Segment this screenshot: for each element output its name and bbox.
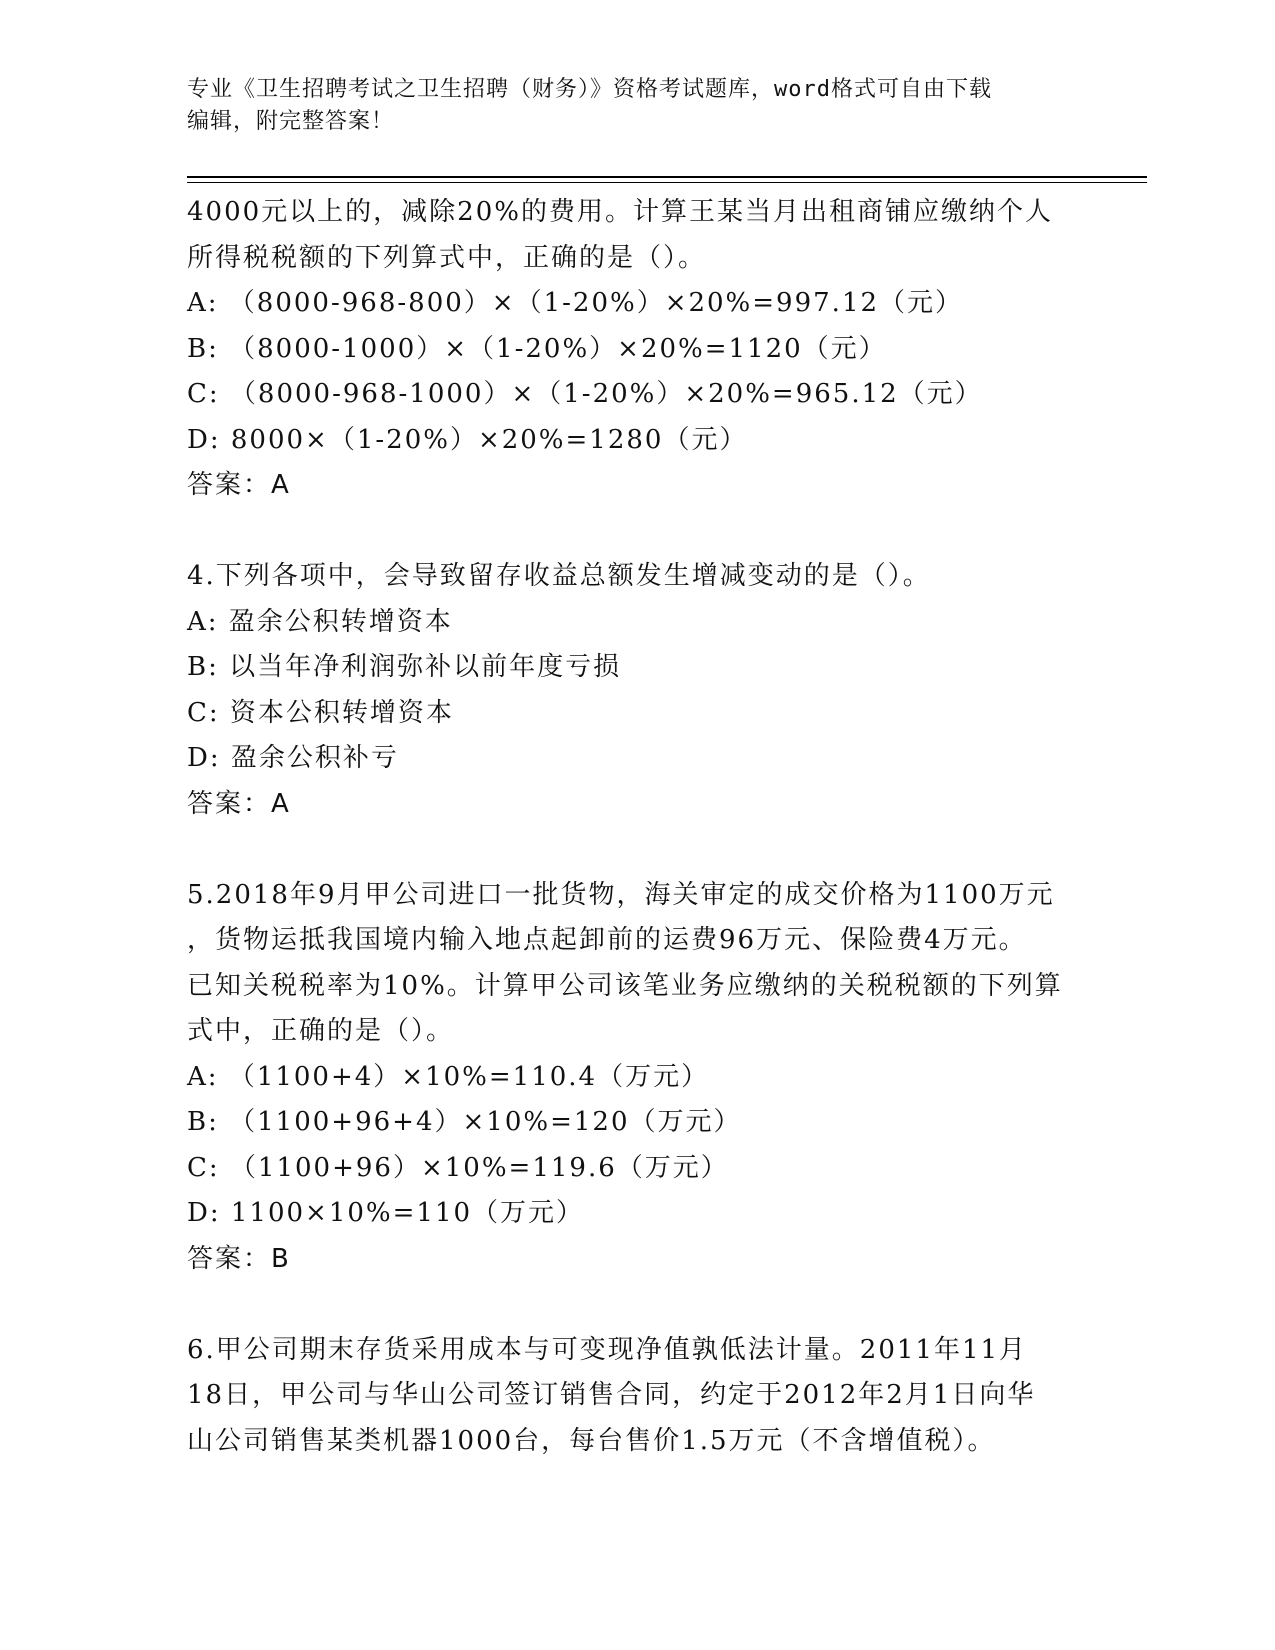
header-rule-thick [187, 176, 1147, 178]
option-a: A: 盈余公积转增资本 [187, 606, 453, 637]
question-3 [187, 190, 1087, 509]
question-6 [187, 1328, 1087, 1465]
question-stem: 所得税税额的下列算式中，正确的是（）。 [187, 242, 707, 273]
answer: 答案：A [187, 470, 291, 500]
header-rule-thin [187, 182, 1147, 183]
option-d: D: 1100×10%=110（万元） [187, 1198, 585, 1228]
option-b: B: （1100+96+4）×10%=120（万元） [187, 1107, 742, 1137]
document-header [187, 74, 1107, 138]
spacer [187, 509, 1087, 555]
option-b: B: 以当年净利润弥补以前年度亏损 [187, 652, 622, 682]
answer: 答案：A [187, 788, 291, 819]
option-b: B: （8000-1000）×（1-20%）×20%=1120（元） [187, 333, 887, 364]
option-d: D: 盈余公积补亏 [187, 743, 399, 773]
question-stem: 4.下列各项中，会导致留存收益总额发生增减变动的是（）。 [187, 561, 931, 591]
option-c: C: （8000-968-1000）×（1-20%）×20%=965.12（元） [187, 379, 983, 409]
question-stem: 已知关税税率为10%。计算甲公司该笔业务应缴纳的关税税额的下列算 [187, 970, 1063, 1001]
option-a: A: （8000-968-800）×（1-20%）×20%=997.12（元） [187, 288, 964, 318]
question-stem: 4000元以上的，减除20%的费用。计算王某当月出租商铺应缴纳个人 [187, 197, 1053, 227]
question-stem: 6.甲公司期末存货采用成本与可变现净值孰低法计量。2011年11月 [187, 1334, 1028, 1365]
question-stem: 5.2018年9月甲公司进口一批货物，海关审定的成交价格为1100万元 [187, 879, 1055, 910]
option-a: A: （1100+4）×10%=110.4（万元） [187, 1061, 710, 1092]
header-line-2: 编辑，附完整答案！ [187, 109, 395, 134]
spacer [187, 827, 1087, 873]
header-line-1: 专业《卫生招聘考试之卫生招聘（财务）》资格考试题库，word格式可自由下载 [187, 77, 992, 102]
question-stem: 式中，正确的是（）。 [187, 1016, 455, 1046]
option-c: C: 资本公积转增资本 [187, 697, 454, 728]
question-stem: ，货物运抵我国境内输入地点起卸前的运费96万元、保险费4万元。 [187, 925, 1027, 955]
question-content [187, 190, 1087, 1464]
question-stem: 山公司销售某类机器1000台，每台售价1.5万元（不含增值税）。 [187, 1425, 996, 1456]
option-c: C: （1100+96）×10%=119.6（万元） [187, 1152, 729, 1183]
question-stem: 18日，甲公司与华山公司签订销售合同，约定于2012年2月1日向华 [187, 1380, 1036, 1410]
question-4 [187, 554, 1087, 827]
answer: 答案：B [187, 1243, 291, 1274]
question-5 [187, 873, 1087, 1283]
option-d: D: 8000×（1-20%）×20%=1280（元） [187, 424, 748, 455]
spacer [187, 1282, 1087, 1328]
